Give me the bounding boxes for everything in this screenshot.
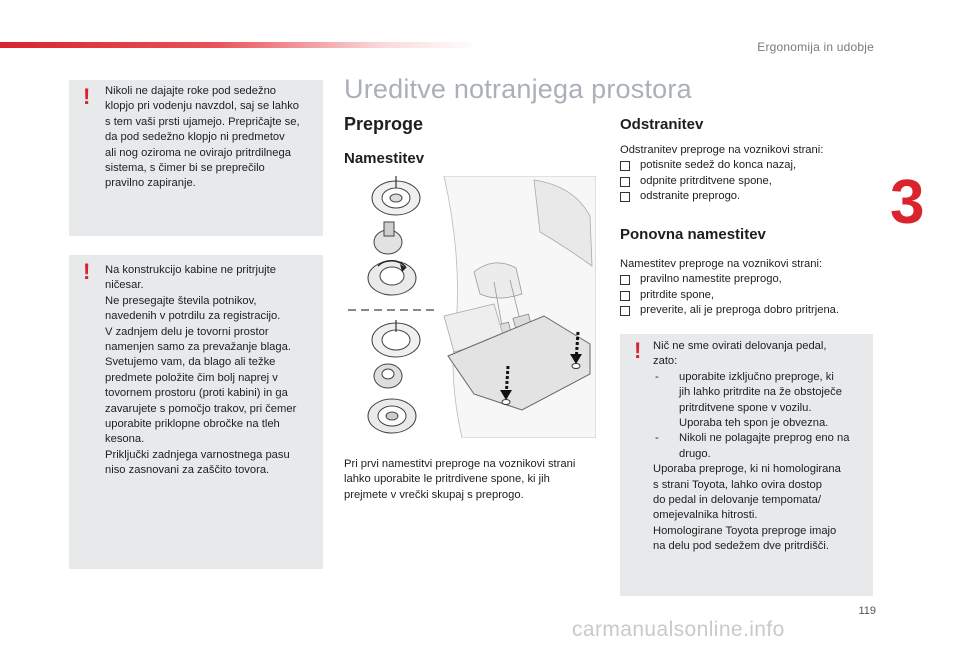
arrow-bullet-icon [620, 275, 630, 285]
removal-intro: Odstranitev preproge na voznikovi strani: [620, 144, 824, 156]
page-title: Ureditve notranjega prostora [344, 74, 692, 104]
clip-locked-icon [368, 399, 416, 433]
arrow-bullet-icon [620, 291, 630, 301]
install-text: Pri prvi namestitvi preproge na voznikovi strani lahko uporabite le pritrdivene spone, ki jih prejmete v vrečki skupaj s preprogo. [344, 458, 576, 501]
removal-step-text: odstranite preprogo. [640, 190, 741, 203]
warning-item-text: uporabite izključno preproge, ki jih lahko pritrdite na že obstoječe pritrditvene spone v vozilu. Uporaba teh spon je obvezna. [679, 370, 842, 430]
warning-box-seat [69, 80, 323, 236]
clip-part-icon [374, 222, 402, 254]
clip-rotate-icon [368, 261, 416, 295]
clip-step-1-icon [372, 176, 420, 215]
reinstall-step [620, 272, 880, 287]
warning-item [653, 431, 869, 462]
page-number: 119 [858, 605, 876, 617]
arrow-bullet-icon [620, 306, 630, 316]
warning-item [653, 370, 869, 432]
warning-box-pedals [620, 334, 873, 596]
removal-section [620, 143, 870, 205]
arrow-bullet-icon [620, 192, 630, 202]
install-title: Namestitev [344, 150, 425, 167]
chapter-title: Ergonomija in udobje [757, 40, 874, 54]
reinstall-step [620, 303, 880, 318]
reinstall-title: Ponovna namestitev [620, 226, 766, 243]
warning-content [653, 339, 869, 555]
reinstall-step-text: pravilno namestite preprogo, [640, 273, 782, 286]
removal-step [620, 158, 870, 173]
warning-outro: Uporaba preproge, ki ni homologirana s strani Toyota, lahko ovira dostop do pedal in delovanje tempomata/ omejevalnika hitrosti. Homologirane Toyota preproge imajo na delu pod sedežem dve pritrdišči. [653, 463, 841, 553]
removal-step [620, 189, 870, 204]
warning-intro: Nič ne sme ovirati delovanja pedal, zato: [653, 340, 827, 368]
clip-step-2-icon [372, 320, 420, 357]
watermark: carmanualsonline.info [572, 618, 785, 641]
warning-box-cargo [69, 255, 323, 569]
warning-text: Nikoli ne dajajte roke pod sedežno klopjo pri vodenju navzdol, saj se lahko s tem vaši prsti ujamejo. Prepričajte se, da pod sedežno klopjo ni predmetov ali nog oziroma ne ovirajo pritrdilnega sistema, s čimer bi se preprečilo pravilno zapiranje. [105, 85, 300, 190]
removal-step [620, 174, 870, 189]
dash-bullet: - [655, 432, 659, 445]
removal-title: Odstranitev [620, 116, 704, 133]
clip-base-icon [374, 364, 402, 388]
reinstall-step [620, 288, 880, 303]
reinstall-step-text: pritrdite spone, [640, 288, 715, 301]
warning-text: Na konstrukcijo kabine ne pritrjujte ničesar. Ne presegajte števila potnikov, navedenih v potrdilu za registracijo. V zadnjem delu je tovorni prostor namenjen samo za prevažanje blaga. Svetujemo vam, da blago ali težke predmete položite čim bolj naprej v tovornem prostoru (proti kabini) in ga zavarujete s pomočjo trakov, pri čemer uporabite priklopne obročke na tleh kesona. Priključki zadnjega varnostnega pasu niso zasnovani za zaščito tovora. [105, 264, 297, 477]
car-floor-drawing [444, 176, 596, 438]
header-accent-bar [0, 42, 480, 48]
chapter-number: 3 [890, 168, 925, 237]
warning-icon: ! [83, 84, 91, 109]
warning-icon: ! [83, 259, 91, 284]
reinstall-step-text: preverite, ali je preproga dobro pritrjena. [640, 304, 839, 317]
reinstall-section [620, 257, 880, 319]
arrow-bullet-icon [620, 161, 630, 171]
reinstall-intro: Namestitev preproge na voznikovi strani: [620, 258, 823, 270]
floor-mat-illustration [344, 176, 596, 438]
dash-bullet: - [655, 370, 659, 383]
section-title: Preproge [344, 114, 424, 134]
arrow-bullet-icon [620, 177, 630, 187]
removal-step-text: potisnite sedež do konca nazaj, [640, 159, 797, 172]
warning-icon: ! [634, 338, 642, 363]
warning-item-text: Nikoli ne polagajte preprog eno na drugo. [679, 432, 850, 460]
removal-step-text: odpnite pritrditvene spone, [640, 174, 772, 187]
